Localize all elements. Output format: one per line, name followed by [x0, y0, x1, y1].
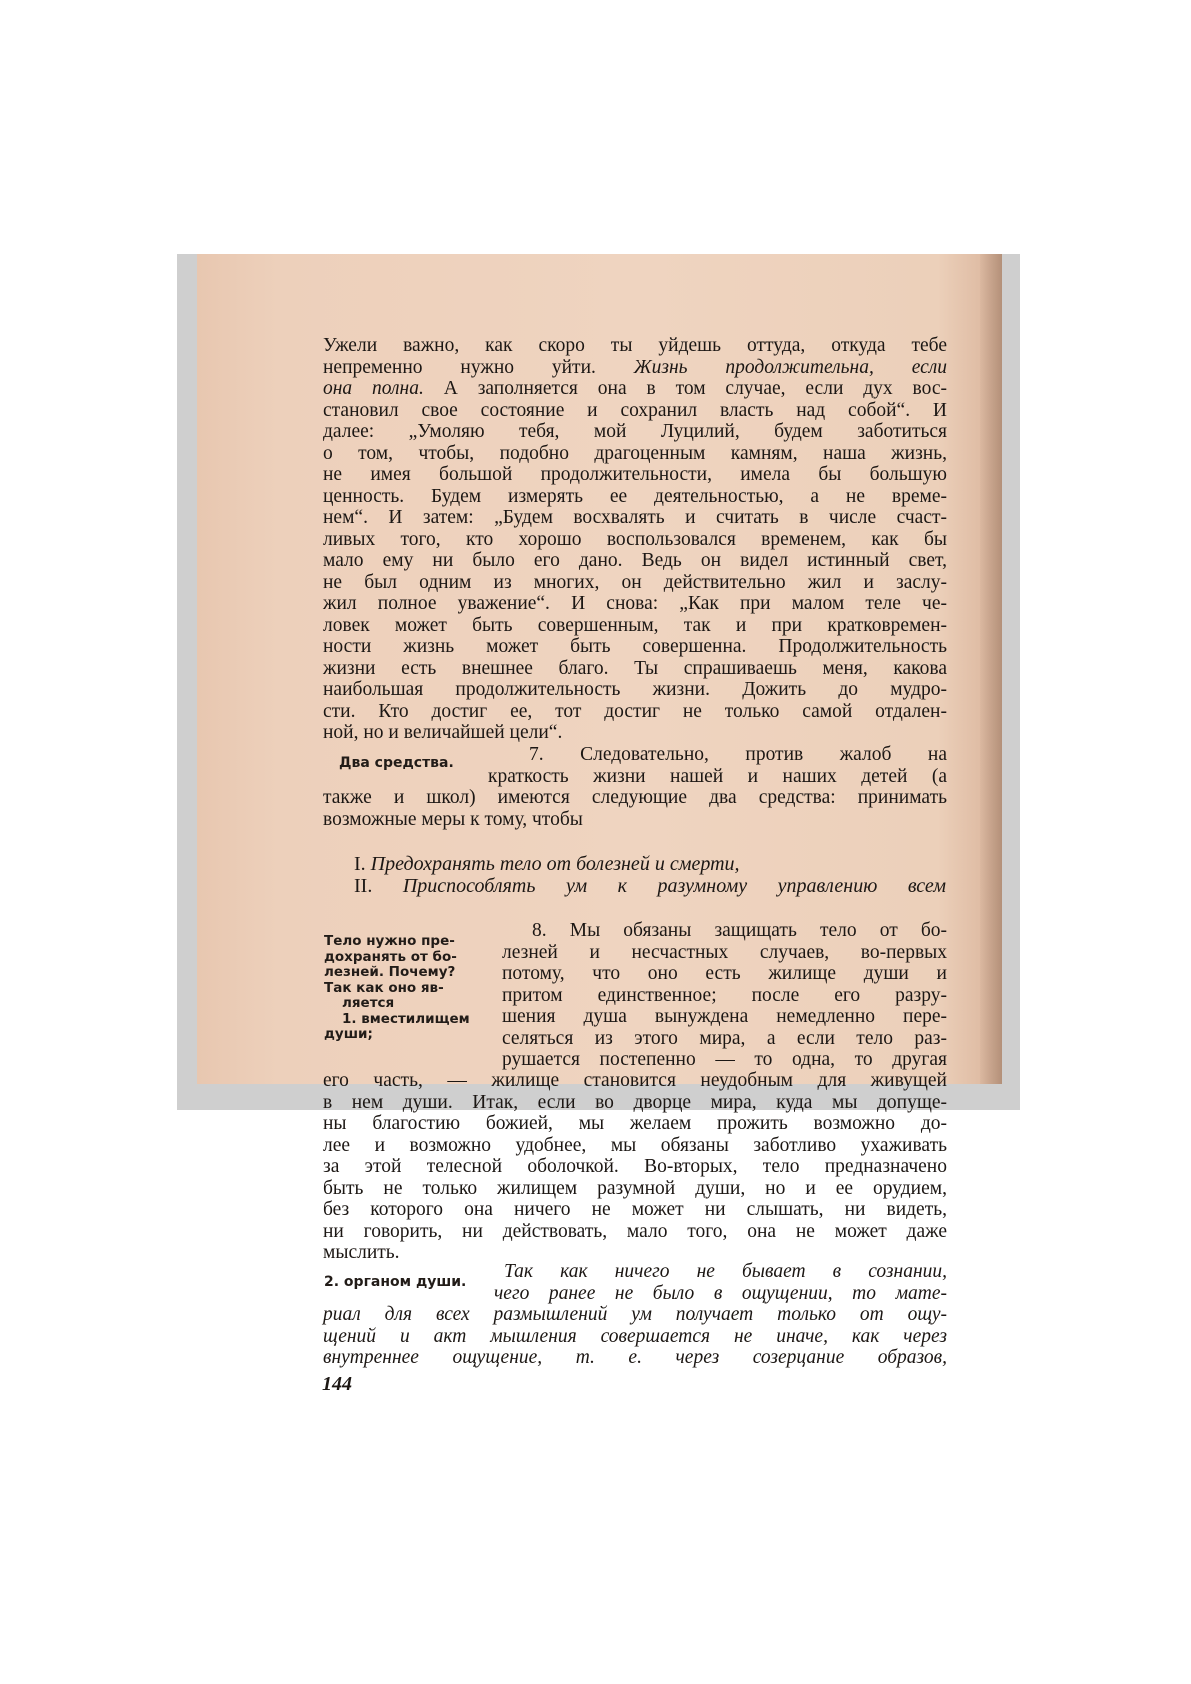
text-line: мало ему ни было его дано. Ведь он видел истинный свет,: [323, 550, 947, 571]
text-line: ни говорить, ни действовать, мало того, она не может даже: [323, 1220, 947, 1242]
text-line: в нем души. Итак, если во дворце мира, куда мы допуще-: [323, 1091, 947, 1113]
section-8: [323, 1070, 947, 1264]
section-2-indented: [494, 1261, 947, 1304]
page-number: 144: [322, 1373, 352, 1395]
text-line: его часть, — жилище становится неудобным для живущей: [323, 1070, 947, 1091]
text-line: притом единственное; после его разру-: [502, 984, 947, 1006]
section-2: [323, 1304, 947, 1369]
text-line: жизни есть внешнее благо. Ты спрашиваешь меня, какова: [323, 657, 947, 679]
text-line: далее: „Умоляю тебя, мой Луцилий, будем заботиться: [323, 421, 947, 442]
text-line: нем“. И затем: „Будем восхвалять и считать в числе счаст-: [323, 507, 947, 528]
text-line: сти. Кто достиг ее, тот достиг не только самой отдален-: [323, 700, 947, 722]
text-line: о том, чтобы, подобно драгоценным камням, наша жизнь,: [323, 442, 947, 464]
text-line: селяться из этого мира, а если тело раз-: [502, 1027, 947, 1049]
text-line: ловек может быть совершенным, так и при кратковремен-: [323, 614, 947, 636]
text-line: потому, что оно есть жилище души и: [502, 963, 947, 984]
text-line: Так как ничего не бывает в сознании,: [504, 1261, 947, 1282]
section-7: [323, 787, 947, 830]
text-line: ценность. Будем измерять ее деятельностью, а не време-: [323, 485, 947, 507]
text-line: не был одним из многих, он действительно жил и заслу-: [323, 571, 947, 593]
text-line: без которого она ничего не может ни слышать, ни видеть,: [323, 1199, 947, 1220]
text-line: быть не только жилищем разумной души, но и ее орудием,: [323, 1177, 947, 1199]
text-line: ности жизнь может быть совершенна. Продолжительность: [323, 636, 947, 657]
text-line: риал для всех размышлений ум получает только от ощу-: [323, 1304, 947, 1325]
text-line: лезней и несчастных случаев, во-первых: [502, 941, 947, 963]
text-line: становил свое состояние и сохранил власть над собой“. И: [323, 399, 947, 421]
text-line: рушается постепенно — то одна, то другая: [502, 1049, 947, 1070]
text-line: чего ранее не было в ощущении, то мате-: [494, 1282, 947, 1304]
text-line: щений и акт мышления совершается не иначе, как через: [323, 1325, 947, 1347]
sidenote-organ-of-soul: 2. органом души.: [324, 1274, 467, 1290]
text-line: мыслить.: [323, 1242, 400, 1263]
text-line: за этой телесной оболочкой. Во-вторых, тело предназначено: [323, 1156, 947, 1177]
list-item-2: II. Приспособлять ум к разумному управлению всем: [354, 875, 946, 897]
text-line: жил полное уважение“. И снова: „Как при малом теле че-: [323, 593, 947, 614]
text-line: ной, но и величайшей цели“.: [323, 722, 563, 743]
text-line: шения душа вынуждена немедленно пере-: [502, 1006, 947, 1027]
text-line: краткость жизни нашей и наших детей (а: [488, 765, 947, 787]
text-line: непременно нужно уйти. Жизнь продолжительна, если: [323, 356, 948, 378]
text-line: Ужели важно, как скоро ты уйдешь оттуда, откуда тебе: [323, 335, 947, 356]
section-8-indented: [502, 920, 947, 1071]
text-line: 7. Следовательно, против жалоб на: [529, 744, 947, 765]
sidenote-body-protection: Тело нужно пре- дохранять от бо- лезней. Почему? Так как оно яв- ляется 1. вместилищем души;: [324, 933, 470, 1042]
text-line: она полна. А заполняется она в том случае, если дух вос-: [323, 378, 947, 399]
text-line: наибольшая продолжительность жизни. Дожить до мудро-: [323, 679, 947, 700]
text-line: внутреннее ощущение, т. е. через созерцание образов,: [323, 1347, 947, 1368]
text-line: 8. Мы обязаны защищать тело от бо-: [532, 920, 947, 941]
text-line: ливых того, кто хорошо воспользовался временем, как бы: [323, 528, 947, 550]
text-line: лее и возможно удобнее, мы обязаны заботливо ухаживать: [323, 1134, 947, 1156]
paragraph-1: [323, 335, 947, 744]
section-7-indented: [488, 744, 947, 787]
text-line: ны благостию божией, мы желаем прожить возможно до-: [323, 1113, 947, 1134]
text-line: также и школ) имеются следующие два средства: принимать: [323, 787, 947, 808]
page-edge-shadow: [980, 254, 1002, 1084]
text-line: возможные меры к тому, чтобы: [323, 808, 583, 830]
sidenote-two-remedies: Два средства.: [339, 755, 454, 771]
list-item-1: I. Предохранять тело от болезней и смерти,: [354, 853, 740, 875]
text-line: не имея большой продолжительности, имела бы большую: [323, 464, 947, 485]
